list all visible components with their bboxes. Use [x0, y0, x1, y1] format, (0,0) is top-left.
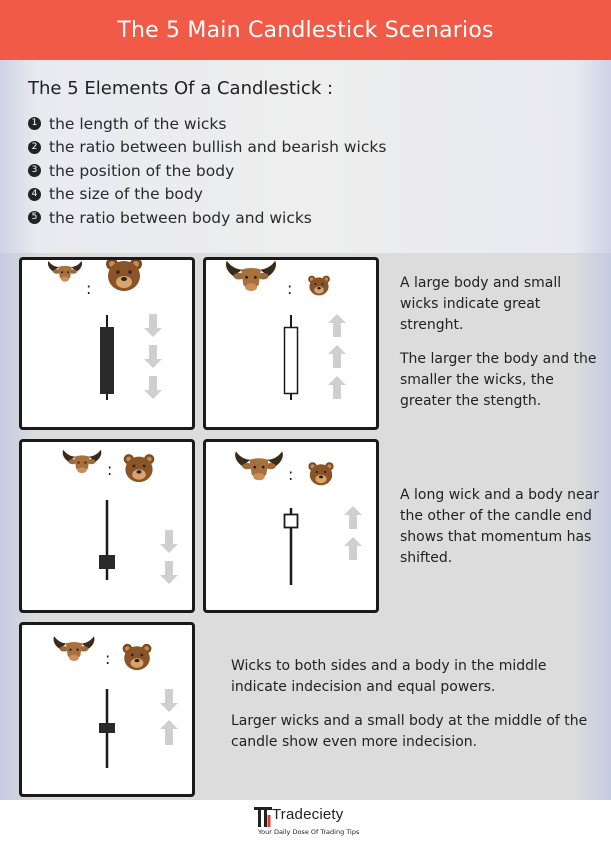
- number-badge: 2: [28, 141, 41, 154]
- list-item: [28, 206, 386, 230]
- list-item: [28, 159, 386, 183]
- bull-icon: [54, 636, 95, 661]
- brand-name: Tradeciety: [272, 806, 344, 823]
- candle-card-hammer-bearish: [19, 439, 195, 613]
- description-paragraph: The larger the body and the smaller the wicks, the greater the stength.: [400, 351, 597, 409]
- candle-illustration: [22, 260, 192, 427]
- description-paragraph: A large body and small wicks indicate great strenght.: [400, 275, 562, 333]
- candle-illustration: [206, 442, 376, 610]
- bull-icon: [48, 261, 82, 282]
- bear-icon: [123, 644, 152, 670]
- bear-icon: [308, 462, 333, 485]
- bear-icon: [308, 276, 330, 296]
- arrow-down-icon: [144, 314, 162, 399]
- list-item: [28, 112, 386, 136]
- bear-icon: [106, 260, 142, 291]
- number-badge: 1: [28, 117, 41, 130]
- list-item-text: the position of the body: [49, 161, 235, 180]
- bear-icon: [124, 454, 155, 482]
- arrow-up-icon: [344, 506, 362, 560]
- candle-body: [99, 723, 115, 733]
- list-item: [28, 136, 386, 160]
- ratio-separator: :: [86, 279, 92, 298]
- arrow-up-icon: [160, 720, 178, 745]
- candle-body: [100, 327, 114, 394]
- candle-card-doji: [19, 622, 195, 797]
- list-item-text: the ratio between bullish and bearish wicks: [49, 138, 387, 157]
- page-title: The 5 Main Candlestick Scenarios: [117, 17, 494, 43]
- candle-body: [285, 328, 298, 394]
- candle-illustration: [206, 260, 376, 427]
- arrow-up-icon: [328, 314, 346, 399]
- number-badge: 4: [28, 188, 41, 201]
- ratio-separator: :: [287, 279, 293, 298]
- bull-icon: [226, 261, 276, 291]
- number-badge: 3: [28, 164, 41, 177]
- candle-card-shooting-star: [203, 439, 379, 613]
- candle-illustration: [22, 625, 192, 794]
- scenario-description-2: [400, 485, 605, 582]
- description-paragraph: Larger wicks and a small body at the middle of the candle show even more indecision.: [231, 713, 588, 750]
- brand-logo: [254, 806, 364, 842]
- arrow-down-icon: [160, 689, 178, 712]
- ratio-separator: :: [105, 649, 111, 668]
- candle-card-bearish: [19, 257, 195, 430]
- elements-list: [28, 112, 386, 230]
- scenario-description-3: [231, 656, 601, 766]
- bull-icon: [63, 450, 102, 473]
- list-item-text: the ratio between body and wicks: [49, 208, 312, 227]
- bull-icon: [235, 451, 283, 480]
- arrow-down-icon: [160, 530, 178, 584]
- candle-body: [285, 515, 298, 528]
- list-item-text: the length of the wicks: [49, 114, 227, 133]
- candle-card-bullish: [203, 257, 379, 430]
- ratio-separator: :: [288, 465, 294, 484]
- intro-title: The 5 Elements Of a Candlestick :: [28, 78, 334, 99]
- scenario-description-1: [400, 273, 600, 425]
- list-item: [28, 183, 386, 207]
- ratio-separator: :: [107, 460, 113, 479]
- number-badge: 5: [28, 211, 41, 224]
- candle-illustration: [22, 442, 192, 610]
- list-item-text: the size of the body: [49, 185, 203, 204]
- description-paragraph: Wicks to both sides and a body in the middle indicate indecision and equal powers.: [231, 658, 547, 695]
- description-paragraph: A long wick and a body near the other of the candle end shows that momentum has shifted.: [400, 487, 600, 566]
- brand-tagline: Your Daily Dose Of Trading Tips: [258, 828, 360, 836]
- header-banner: [0, 0, 611, 60]
- candle-body: [99, 555, 115, 569]
